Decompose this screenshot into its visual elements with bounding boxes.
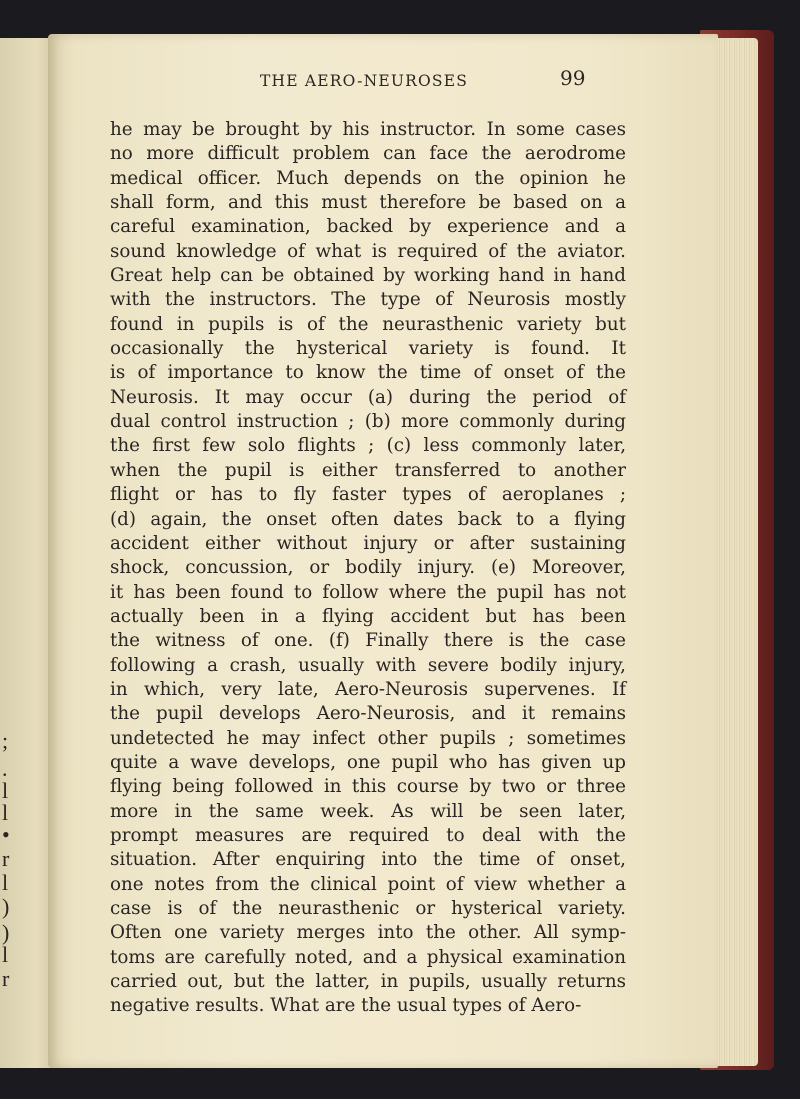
text-line: toms are carefully noted, and a physical examination [110,946,626,968]
left-mark: r [2,966,10,991]
text-line: situation. After enquiring into the time of onset, [110,849,626,871]
page-number: 99 [560,66,586,90]
left-mark: ) [2,894,10,919]
text-line: flying being followed in this course by two or three [110,776,626,798]
left-mark: l [2,778,9,803]
text-line: he may be brought by his instructor. In some cases [110,119,626,140]
text-line: when the pupil is either transferred to another [110,459,626,481]
text-line: sound knowledge of what is required of the aviator. [110,240,626,262]
text-line: careful examination, backed by experience and a [110,216,626,238]
text-line: found in pupils is of the neurasthenic variety but [110,313,626,335]
text-line: occasionally the hysterical variety is found. It [110,338,626,360]
text-line: flight or has to fly faster types of aeroplanes ; [110,484,626,506]
text-line: actually been in a flying accident but has been [110,605,626,627]
text-line: the first few solo flights ; (c) less commonly later, [110,435,626,457]
left-mark: ; [2,728,9,753]
body-text [110,118,626,1019]
text-line: (d) again, the onset often dates back to a flying [110,508,626,530]
left-mark: l [2,870,9,895]
left-mark: • [2,822,10,847]
text-line: quite a wave develops, one pupil who has given up [110,751,626,773]
text-line: Great help can be obtained by working hand in hand [110,265,626,287]
text-line: one notes from the clinical point of view whether a [110,873,626,895]
left-mark: . [2,756,8,781]
text-line: following a crash, usually with severe bodily injury, [110,654,626,676]
left-mark: l [2,800,9,825]
text-line: carried out, but the latter, in pupils, usually returns [110,971,626,993]
text-line: case is of the neurasthenic or hysterical variety. [110,898,626,919]
text-line: in which, very late, Aero-Neurosis supervenes. If [110,678,626,700]
text-line: more in the same week. As will be seen later, [110,800,626,822]
left-mark: ) [2,920,10,945]
text-line: accident either without injury or after sustaining [110,532,626,554]
page-header [48,64,718,94]
left-mark: l [2,942,9,967]
text-line: negative results. What are the usual types of Aero- [110,995,582,1017]
text-line: medical officer. Much depends on the opinion he [110,167,626,189]
left-mark: r [2,846,10,871]
text-line: Often one variety merges into the other. All symp- [110,922,626,944]
text-line: shall form, and this must therefore be based on a [110,192,626,214]
text-line: the witness of one. (f) Finally there is the case [110,630,626,652]
text-line: undetected he may infect other pupils ; sometimes [110,727,626,749]
running-head: THE AERO-NEUROSES [260,72,469,90]
text-line: prompt measures are required to deal with the [110,824,626,846]
text-line: with the instructors. The type of Neurosis mostly [110,289,626,311]
text-line: shock, concussion, or bodily injury. (e) Moreover, [110,557,626,579]
text-line: it has been found to follow where the pupil has not [110,581,626,603]
text-line: the pupil develops Aero-Neurosis, and it remains [110,703,626,725]
text-line: Neurosis. It may occur (a) during the period of [110,386,626,408]
text-line: dual control instruction ; (b) more commonly during [110,411,626,433]
text-line: no more difficult problem can face the aerodrome [110,143,626,165]
text-line: is of importance to know the time of onset of the [110,362,626,384]
